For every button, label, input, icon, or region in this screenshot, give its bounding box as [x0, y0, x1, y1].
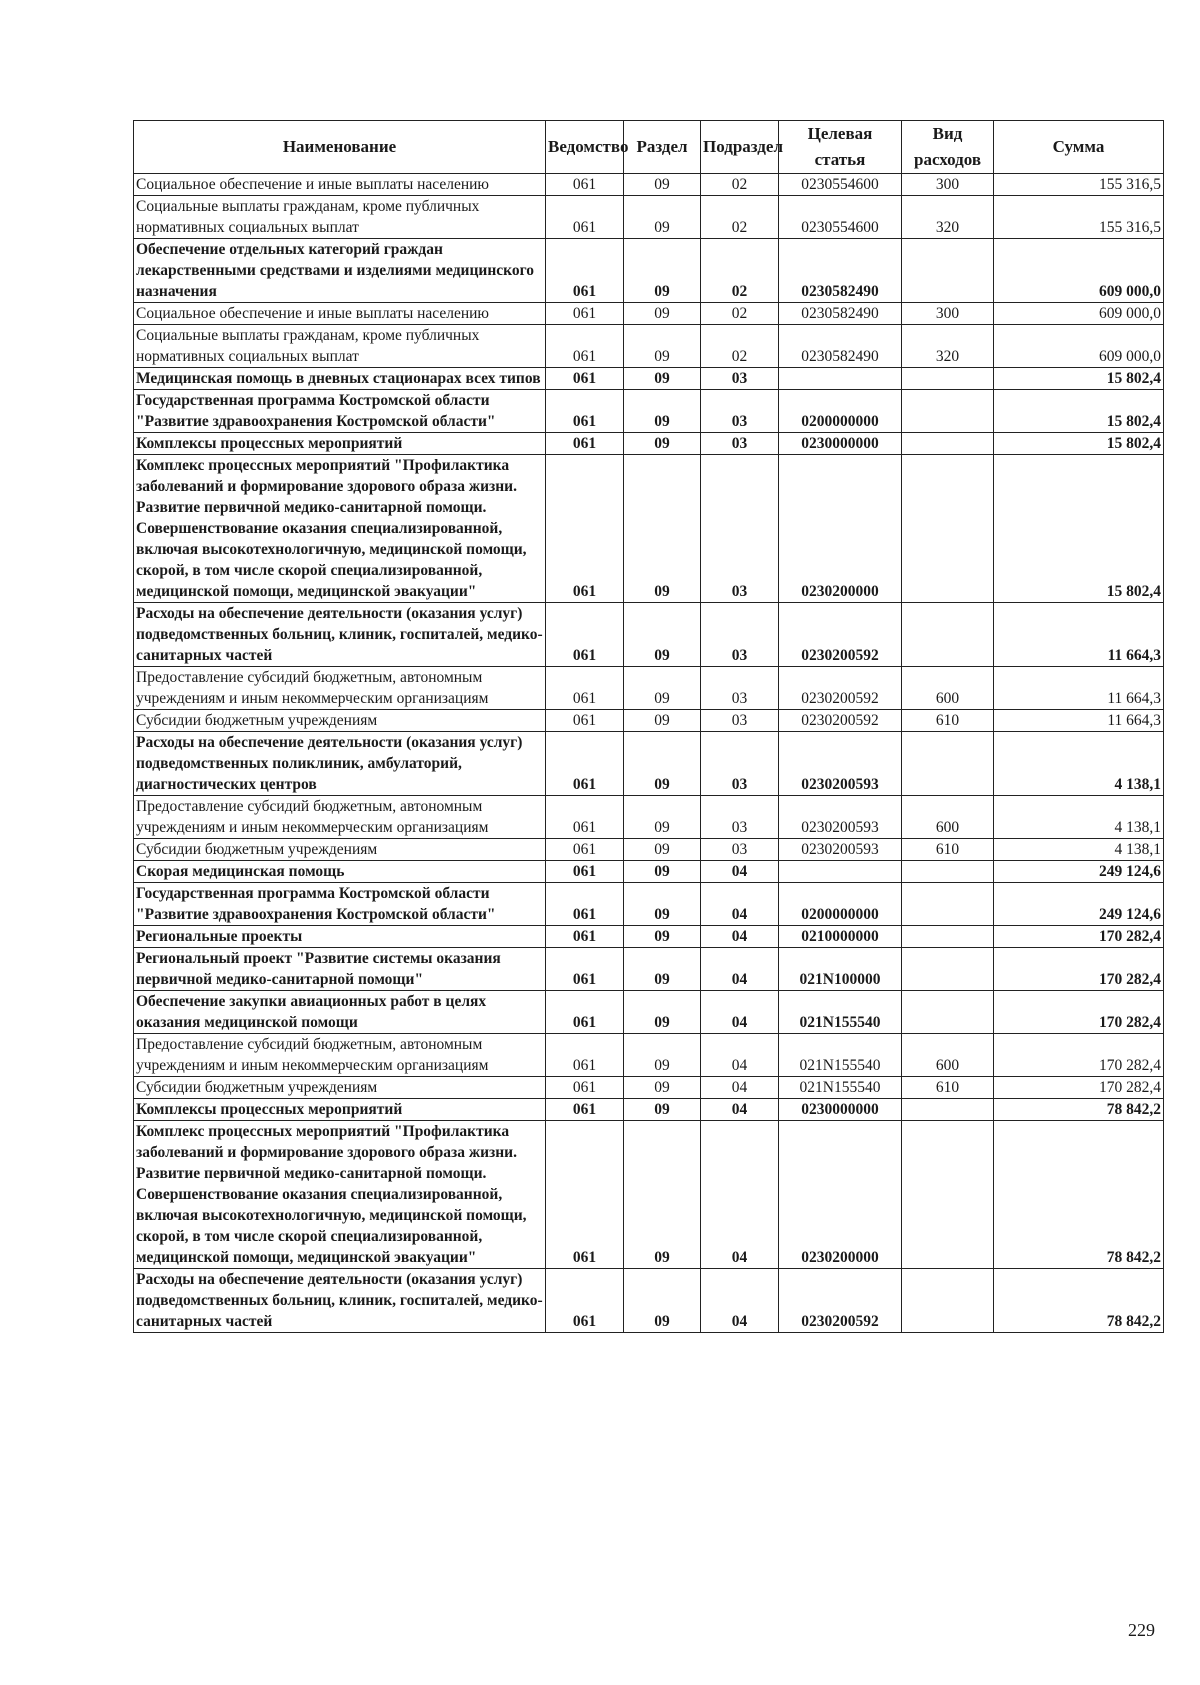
cell-section: 09 [624, 732, 701, 796]
cell-subsection: 04 [701, 1099, 779, 1121]
cell-target [779, 368, 902, 390]
header-kind: Вид расходов [902, 121, 994, 174]
cell-name: Социальное обеспечение и иные выплаты населению [134, 303, 546, 325]
table-row [134, 991, 1164, 1034]
table-row [134, 196, 1164, 239]
cell-dept: 061 [546, 796, 624, 839]
table-row [134, 883, 1164, 926]
cell-subsection: 02 [701, 239, 779, 303]
cell-target: 0230200000 [779, 455, 902, 603]
cell-kind [902, 1121, 994, 1269]
cell-sum: 15 802,4 [994, 433, 1164, 455]
cell-kind [902, 732, 994, 796]
table-row [134, 433, 1164, 455]
cell-subsection: 03 [701, 710, 779, 732]
cell-sum: 155 316,5 [994, 174, 1164, 196]
table-row [134, 839, 1164, 861]
cell-subsection: 02 [701, 174, 779, 196]
cell-sum: 170 282,4 [994, 991, 1164, 1034]
cell-section: 09 [624, 239, 701, 303]
cell-target: 0230200000 [779, 1121, 902, 1269]
cell-kind: 300 [902, 303, 994, 325]
header-subsection: Подраздел [701, 121, 779, 174]
cell-section: 09 [624, 1077, 701, 1099]
cell-kind [902, 239, 994, 303]
cell-dept: 061 [546, 839, 624, 861]
cell-section: 09 [624, 839, 701, 861]
table-row [134, 1269, 1164, 1333]
header-section: Раздел [624, 121, 701, 174]
cell-target: 0230200592 [779, 1269, 902, 1333]
cell-target: 0230000000 [779, 433, 902, 455]
cell-dept: 061 [546, 883, 624, 926]
table-row [134, 796, 1164, 839]
cell-kind [902, 948, 994, 991]
cell-sum: 15 802,4 [994, 390, 1164, 433]
budget-table [133, 120, 1164, 1333]
cell-dept: 061 [546, 926, 624, 948]
cell-target: 0230200592 [779, 603, 902, 667]
cell-kind [902, 368, 994, 390]
cell-sum: 15 802,4 [994, 368, 1164, 390]
cell-subsection: 04 [701, 1121, 779, 1269]
table-row [134, 455, 1164, 603]
cell-name: Комплексы процессных мероприятий [134, 433, 546, 455]
cell-subsection: 04 [701, 1077, 779, 1099]
cell-kind: 600 [902, 667, 994, 710]
table-row [134, 325, 1164, 368]
cell-kind [902, 1099, 994, 1121]
cell-kind: 600 [902, 796, 994, 839]
cell-section: 09 [624, 796, 701, 839]
table-header-row [134, 121, 1164, 174]
cell-name: Субсидии бюджетным учреждениям [134, 839, 546, 861]
cell-dept: 061 [546, 1077, 624, 1099]
cell-sum: 609 000,0 [994, 303, 1164, 325]
cell-sum: 249 124,6 [994, 883, 1164, 926]
table-row [134, 368, 1164, 390]
cell-section: 09 [624, 926, 701, 948]
cell-target: 0230000000 [779, 1099, 902, 1121]
cell-name: Расходы на обеспечение деятельности (оказания услуг) подведомственных больниц, клиник, госпиталей, медико-санитарных частей [134, 603, 546, 667]
cell-dept: 061 [546, 991, 624, 1034]
cell-kind: 320 [902, 325, 994, 368]
cell-name: Расходы на обеспечение деятельности (оказания услуг) подведомственных больниц, клиник, госпиталей, медико-санитарных частей [134, 1269, 546, 1333]
header-name: Наименование [134, 121, 546, 174]
cell-dept: 061 [546, 174, 624, 196]
cell-dept: 061 [546, 196, 624, 239]
cell-target: 0200000000 [779, 883, 902, 926]
table-row [134, 667, 1164, 710]
cell-target: 0200000000 [779, 390, 902, 433]
cell-target: 0230200593 [779, 796, 902, 839]
cell-name: Предоставление субсидий бюджетным, автономным учреждениям и иным некоммерческим организациям [134, 667, 546, 710]
cell-sum: 4 138,1 [994, 839, 1164, 861]
cell-section: 09 [624, 368, 701, 390]
cell-target: 0230200593 [779, 732, 902, 796]
cell-section: 09 [624, 603, 701, 667]
cell-sum: 4 138,1 [994, 796, 1164, 839]
cell-dept: 061 [546, 948, 624, 991]
table-row [134, 1099, 1164, 1121]
cell-section: 09 [624, 325, 701, 368]
cell-section: 09 [624, 710, 701, 732]
cell-target: 0230582490 [779, 239, 902, 303]
cell-section: 09 [624, 948, 701, 991]
cell-name: Медицинская помощь в дневных стационарах всех типов [134, 368, 546, 390]
cell-dept: 061 [546, 368, 624, 390]
cell-name: Субсидии бюджетным учреждениям [134, 1077, 546, 1099]
cell-dept: 061 [546, 455, 624, 603]
cell-sum: 4 138,1 [994, 732, 1164, 796]
header-sum: Сумма [994, 121, 1164, 174]
cell-subsection: 02 [701, 196, 779, 239]
cell-kind: 600 [902, 1034, 994, 1077]
cell-sum: 170 282,4 [994, 1077, 1164, 1099]
table-row [134, 710, 1164, 732]
table-row [134, 948, 1164, 991]
cell-sum: 609 000,0 [994, 239, 1164, 303]
cell-target [779, 861, 902, 883]
cell-name: Государственная программа Костромской области "Развитие здравоохранения Костромской области" [134, 390, 546, 433]
cell-name: Предоставление субсидий бюджетным, автономным учреждениям и иным некоммерческим организациям [134, 1034, 546, 1077]
cell-subsection: 03 [701, 433, 779, 455]
cell-kind [902, 926, 994, 948]
cell-name: Государственная программа Костромской области "Развитие здравоохранения Костромской области" [134, 883, 546, 926]
cell-name: Комплекс процессных мероприятий "Профилактика заболеваний и формирование здорового образа жизни. Развитие первичной медико-санитарной помощи. Совершенствование оказания специализированной, включая высокотехнологичную, медицинской помощи, скорой, в том числе скорой специализированной, медицинской помощи, медицинской эвакуации" [134, 455, 546, 603]
cell-name: Региональный проект "Развитие системы оказания первичной медико-санитарной помощи" [134, 948, 546, 991]
cell-kind [902, 1269, 994, 1333]
cell-sum: 170 282,4 [994, 1034, 1164, 1077]
cell-section: 09 [624, 1034, 701, 1077]
cell-sum: 170 282,4 [994, 926, 1164, 948]
cell-dept: 061 [546, 1099, 624, 1121]
cell-sum: 11 664,3 [994, 603, 1164, 667]
cell-subsection: 03 [701, 732, 779, 796]
cell-target: 0230582490 [779, 303, 902, 325]
cell-section: 09 [624, 303, 701, 325]
cell-subsection: 04 [701, 948, 779, 991]
header-dept: Ведомство [546, 121, 624, 174]
cell-kind [902, 455, 994, 603]
cell-section: 09 [624, 1121, 701, 1269]
table-row [134, 174, 1164, 196]
cell-target: 0210000000 [779, 926, 902, 948]
table-row [134, 861, 1164, 883]
cell-subsection: 03 [701, 839, 779, 861]
cell-dept: 061 [546, 325, 624, 368]
cell-section: 09 [624, 433, 701, 455]
cell-target: 0230200593 [779, 839, 902, 861]
cell-name: Расходы на обеспечение деятельности (оказания услуг) подведомственных поликлиник, амбулаторий, диагностических центров [134, 732, 546, 796]
cell-target: 0230554600 [779, 196, 902, 239]
table-row [134, 1034, 1164, 1077]
cell-sum: 249 124,6 [994, 861, 1164, 883]
cell-subsection: 03 [701, 603, 779, 667]
cell-section: 09 [624, 991, 701, 1034]
cell-sum: 78 842,2 [994, 1121, 1164, 1269]
cell-target: 021N155540 [779, 991, 902, 1034]
header-target: Целевая статья [779, 121, 902, 174]
cell-subsection: 04 [701, 1034, 779, 1077]
table-row [134, 239, 1164, 303]
cell-dept: 061 [546, 710, 624, 732]
cell-kind: 300 [902, 174, 994, 196]
cell-sum: 78 842,2 [994, 1269, 1164, 1333]
table-row [134, 303, 1164, 325]
cell-subsection: 03 [701, 796, 779, 839]
cell-section: 09 [624, 1269, 701, 1333]
cell-kind: 610 [902, 1077, 994, 1099]
cell-dept: 061 [546, 1269, 624, 1333]
cell-subsection: 03 [701, 667, 779, 710]
cell-kind: 610 [902, 839, 994, 861]
cell-target: 021N155540 [779, 1034, 902, 1077]
table-row [134, 1121, 1164, 1269]
cell-section: 09 [624, 174, 701, 196]
cell-subsection: 03 [701, 368, 779, 390]
cell-subsection: 02 [701, 325, 779, 368]
cell-name: Социальные выплаты гражданам, кроме публичных нормативных социальных выплат [134, 196, 546, 239]
cell-subsection: 04 [701, 926, 779, 948]
cell-target: 021N100000 [779, 948, 902, 991]
cell-target: 0230582490 [779, 325, 902, 368]
cell-section: 09 [624, 390, 701, 433]
cell-section: 09 [624, 455, 701, 603]
cell-name: Региональные проекты [134, 926, 546, 948]
cell-dept: 061 [546, 1034, 624, 1077]
cell-name: Комплексы процессных мероприятий [134, 1099, 546, 1121]
cell-dept: 061 [546, 732, 624, 796]
cell-kind [902, 861, 994, 883]
cell-name: Предоставление субсидий бюджетным, автономным учреждениям и иным некоммерческим организациям [134, 796, 546, 839]
table-row [134, 1077, 1164, 1099]
table-row [134, 390, 1164, 433]
cell-dept: 061 [546, 433, 624, 455]
page-number: 229 [1128, 1620, 1155, 1640]
cell-sum: 155 316,5 [994, 196, 1164, 239]
cell-name: Комплекс процессных мероприятий "Профилактика заболеваний и формирование здорового образа жизни. Развитие первичной медико-санитарной помощи. Совершенствование оказания специализированной, включая высокотехнологичную, медицинской помощи, скорой, в том числе скорой специализированной, медицинской помощи, медицинской эвакуации" [134, 1121, 546, 1269]
cell-kind [902, 991, 994, 1034]
cell-name: Социальные выплаты гражданам, кроме публичных нормативных социальных выплат [134, 325, 546, 368]
cell-kind: 320 [902, 196, 994, 239]
cell-dept: 061 [546, 667, 624, 710]
cell-sum: 78 842,2 [994, 1099, 1164, 1121]
cell-target: 0230200592 [779, 710, 902, 732]
cell-name: Обеспечение отдельных категорий граждан лекарственными средствами и изделиями медицинского назначения [134, 239, 546, 303]
cell-sum: 15 802,4 [994, 455, 1164, 603]
cell-dept: 061 [546, 390, 624, 433]
cell-dept: 061 [546, 603, 624, 667]
cell-kind [902, 883, 994, 926]
cell-kind [902, 603, 994, 667]
cell-section: 09 [624, 861, 701, 883]
cell-subsection: 04 [701, 883, 779, 926]
cell-subsection: 04 [701, 1269, 779, 1333]
cell-dept: 061 [546, 1121, 624, 1269]
table-row [134, 603, 1164, 667]
cell-target: 0230200592 [779, 667, 902, 710]
cell-sum: 609 000,0 [994, 325, 1164, 368]
cell-subsection: 02 [701, 303, 779, 325]
cell-sum: 11 664,3 [994, 667, 1164, 710]
cell-sum: 11 664,3 [994, 710, 1164, 732]
cell-section: 09 [624, 1099, 701, 1121]
cell-dept: 061 [546, 239, 624, 303]
cell-sum: 170 282,4 [994, 948, 1164, 991]
table-row [134, 732, 1164, 796]
cell-section: 09 [624, 883, 701, 926]
cell-dept: 061 [546, 303, 624, 325]
cell-subsection: 04 [701, 991, 779, 1034]
cell-name: Социальное обеспечение и иные выплаты населению [134, 174, 546, 196]
cell-subsection: 04 [701, 861, 779, 883]
table-body [134, 174, 1164, 1333]
cell-kind [902, 390, 994, 433]
cell-kind [902, 433, 994, 455]
cell-section: 09 [624, 667, 701, 710]
cell-kind: 610 [902, 710, 994, 732]
cell-subsection: 03 [701, 455, 779, 603]
cell-target: 021N155540 [779, 1077, 902, 1099]
table-row [134, 926, 1164, 948]
cell-name: Субсидии бюджетным учреждениям [134, 710, 546, 732]
cell-target: 0230554600 [779, 174, 902, 196]
cell-name: Скорая медицинская помощь [134, 861, 546, 883]
cell-name: Обеспечение закупки авиационных работ в целях оказания медицинской помощи [134, 991, 546, 1034]
cell-section: 09 [624, 196, 701, 239]
cell-subsection: 03 [701, 390, 779, 433]
cell-dept: 061 [546, 861, 624, 883]
